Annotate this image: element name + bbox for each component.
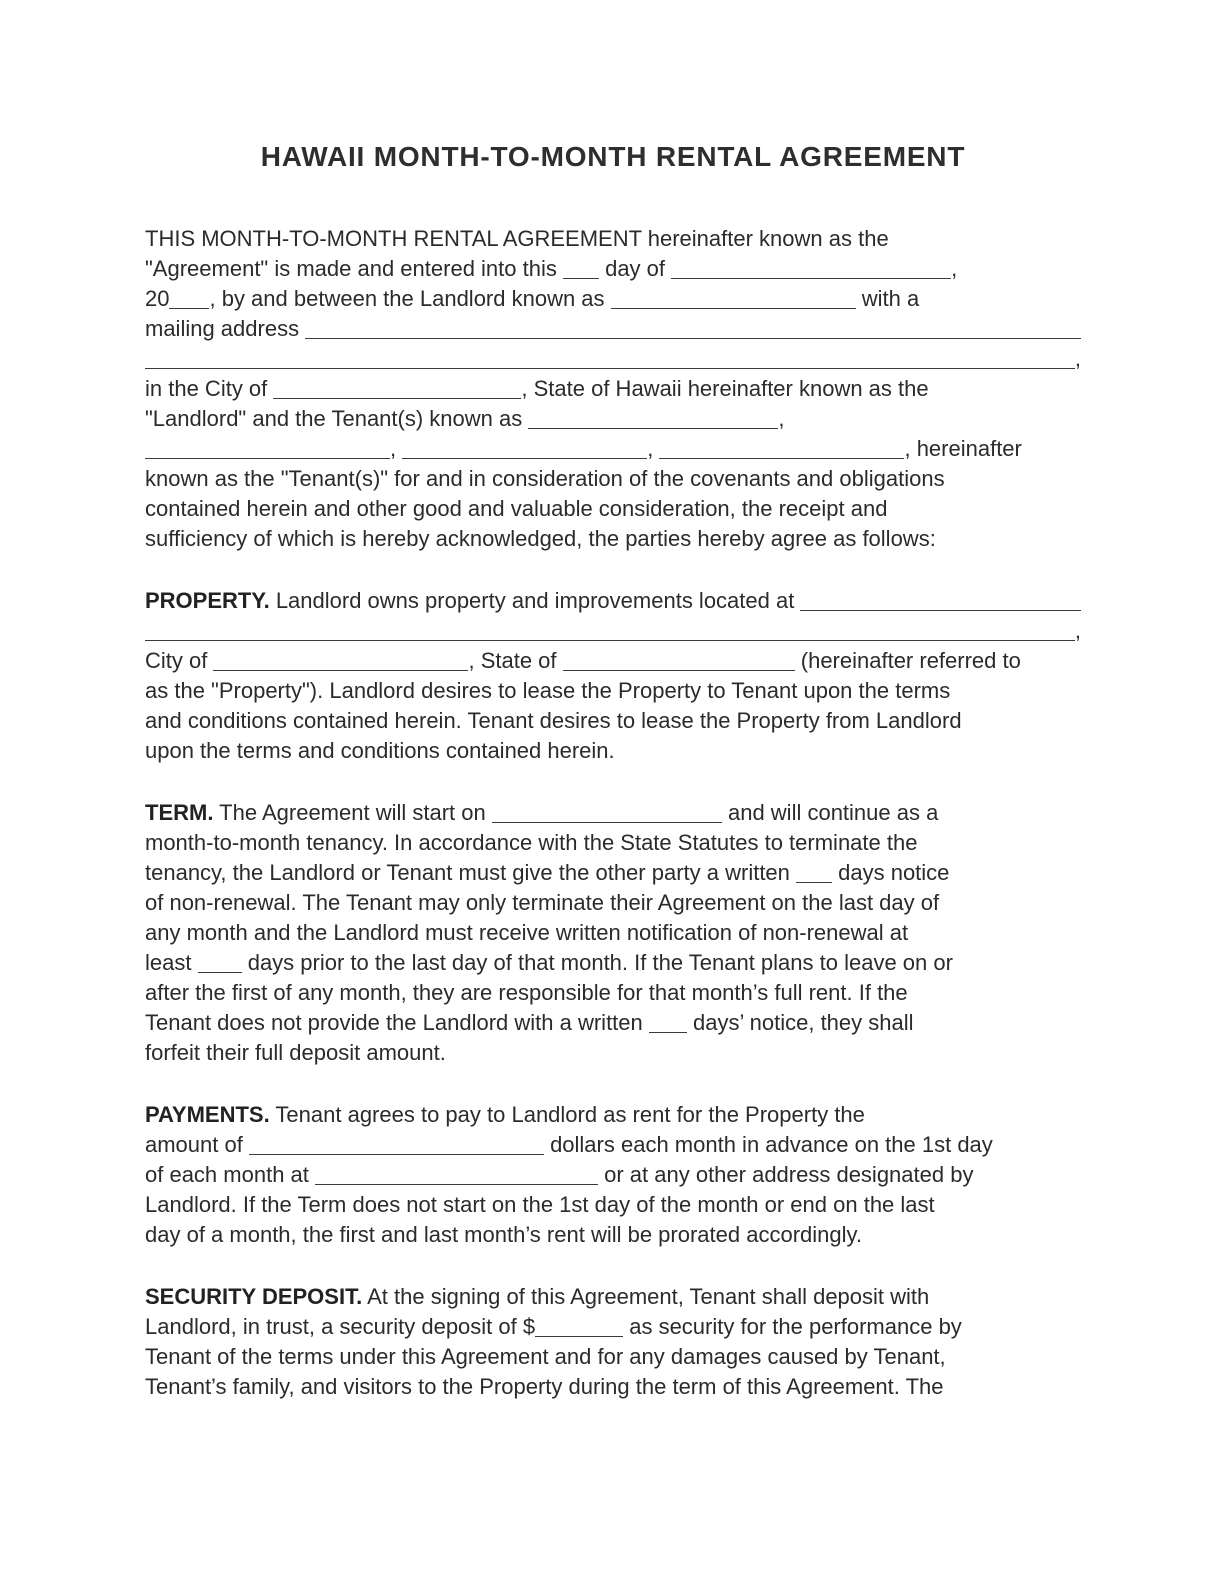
text-line — [145, 586, 1081, 616]
text-line — [145, 1282, 1081, 1312]
blank-field — [796, 882, 832, 883]
text-line — [145, 676, 1081, 706]
text-run: At the signing of this Agreement, Tenant shall deposit with — [362, 1284, 930, 1309]
text-run: , hereinafter — [904, 436, 1022, 461]
text-line — [145, 344, 1081, 374]
text-run: of each month at — [145, 1162, 315, 1187]
text-run: known as the "Tenant(s)" for and in consideration of the covenants and obligations — [145, 466, 945, 491]
text-run: (hereinafter referred to — [794, 648, 1021, 673]
text-run: as security for the performance by — [623, 1314, 962, 1339]
text-line — [145, 434, 1081, 464]
text-run: Tenant does not provide the Landlord with a written — [145, 1010, 649, 1035]
text-run: day of a month, the first and last month’s rent will be prorated accordingly. — [145, 1222, 862, 1247]
text-run: Tenant’s family, and visitors to the Property during the term of this Agreement. The — [145, 1374, 944, 1399]
text-line — [145, 736, 1081, 766]
text-line — [145, 1130, 1081, 1160]
blank-field — [611, 308, 856, 309]
blank-field — [169, 308, 209, 309]
text-line — [145, 1008, 1081, 1038]
text-run: THIS MONTH-TO-MONTH RENTAL AGREEMENT hereinafter known as the — [145, 226, 889, 251]
text-line — [145, 524, 1081, 554]
blank-field — [145, 640, 1075, 641]
text-line — [145, 1190, 1081, 1220]
text-run: Landlord, in trust, a security deposit of $ — [145, 1314, 536, 1339]
text-line — [145, 948, 1081, 978]
text-run: sufficiency of which is hereby acknowledged, the parties hereby agree as follows: — [145, 526, 936, 551]
text-run: Tenant of the terms under this Agreement and for any damages caused by Tenant, — [145, 1344, 946, 1369]
text-run: Tenant agrees to pay to Landlord as rent for the Property the — [269, 1102, 865, 1127]
text-run: amount of — [145, 1132, 249, 1157]
text-line — [145, 888, 1081, 918]
text-line — [145, 404, 1081, 434]
blank-field — [671, 278, 951, 279]
blank-field — [649, 1032, 687, 1033]
text-line — [145, 494, 1081, 524]
text-run: any month and the Landlord must receive written notification of non-renewal at — [145, 920, 909, 945]
text-run: "Agreement" is made and entered into this — [145, 256, 563, 281]
text-run: dollars each month in advance on the 1st day — [543, 1132, 993, 1157]
blank-field — [273, 398, 521, 399]
blank-field — [659, 458, 904, 459]
text-line — [145, 254, 1081, 284]
blank-field — [145, 368, 1075, 369]
property-section — [145, 586, 1081, 766]
text-line — [145, 284, 1081, 314]
text-line — [145, 978, 1081, 1008]
document-body — [145, 224, 1081, 1402]
text-run: "Landlord" and the Tenant(s) known as — [145, 406, 529, 431]
text-run: City of — [145, 648, 214, 673]
text-run: Landlord. If the Term does not start on the 1st day of the month or end on the last — [145, 1192, 935, 1217]
text-line — [145, 1220, 1081, 1250]
text-line — [145, 616, 1081, 646]
blank-field — [528, 428, 778, 429]
text-run: in the City of — [145, 376, 274, 401]
text-run: and will continue as a — [721, 800, 939, 825]
text-line — [145, 1342, 1081, 1372]
text-run: The Agreement will start on — [213, 800, 492, 825]
blank-field — [315, 1184, 598, 1185]
text-line — [145, 798, 1081, 828]
text-run: 20 — [145, 286, 170, 311]
document-title: HAWAII MONTH-TO-MONTH RENTAL AGREEMENT — [260, 141, 966, 172]
text-line — [145, 706, 1081, 736]
text-run: contained herein and other good and valuable consideration, the receipt and — [145, 496, 888, 521]
text-line — [145, 224, 1081, 254]
section-heading: PAYMENTS. — [145, 1102, 270, 1127]
text-run: , — [647, 436, 660, 461]
blank-field — [198, 972, 242, 973]
text-line — [145, 646, 1081, 676]
blank-field — [249, 1154, 544, 1155]
blank-field — [145, 458, 390, 459]
text-line — [145, 1312, 1081, 1342]
blank-field — [563, 670, 795, 671]
section-heading: SECURITY DEPOSIT. — [145, 1284, 363, 1309]
text-run: mailing address — [145, 316, 306, 341]
text-run: tenancy, the Landlord or Tenant must give the other party a written — [145, 860, 797, 885]
text-line — [145, 464, 1081, 494]
text-line — [145, 918, 1081, 948]
text-line — [145, 374, 1081, 404]
text-run: or at any other address designated by — [598, 1162, 974, 1187]
text-run: with a — [855, 286, 920, 311]
text-run: day of — [598, 256, 672, 281]
text-run: and conditions contained herein. Tenant desires to lease the Property from Landlord — [145, 708, 962, 733]
blank-field — [563, 278, 599, 279]
text-line — [145, 1160, 1081, 1190]
text-line — [145, 1372, 1081, 1402]
section-heading: TERM. — [145, 800, 214, 825]
text-run: , State of Hawaii hereinafter known as the — [521, 376, 929, 401]
text-run: forfeit their full deposit amount. — [145, 1040, 446, 1065]
text-run: , — [1074, 618, 1081, 643]
intro-paragraph — [145, 224, 1081, 554]
text-run: , — [390, 436, 403, 461]
text-line — [145, 858, 1081, 888]
text-line — [145, 828, 1081, 858]
text-run: , State of — [468, 648, 563, 673]
text-run: days notice — [832, 860, 950, 885]
text-run: upon the terms and conditions contained herein. — [145, 738, 615, 763]
term-section — [145, 798, 1081, 1068]
text-run: , — [778, 406, 785, 431]
security-deposit-section — [145, 1282, 1081, 1402]
payments-section — [145, 1100, 1081, 1250]
text-run: month-to-month tenancy. In accordance with the State Statutes to terminate the — [145, 830, 918, 855]
section-heading: PROPERTY. — [145, 588, 270, 613]
text-run: Landlord owns property and improvements located at — [269, 588, 801, 613]
blank-field — [492, 822, 722, 823]
text-run: , — [951, 256, 958, 281]
blank-field — [800, 610, 1081, 611]
blank-field — [305, 338, 1081, 339]
text-run: after the first of any month, they are responsible for that month’s full rent. If the — [145, 980, 908, 1005]
text-line — [145, 314, 1081, 344]
text-run: of non-renewal. The Tenant may only terminate their Agreement on the last day of — [145, 890, 940, 915]
text-line — [145, 1038, 1081, 1068]
blank-field — [213, 670, 468, 671]
text-run: days’ notice, they shall — [686, 1010, 914, 1035]
text-run: , by and between the Landlord known as — [209, 286, 611, 311]
text-run: least — [145, 950, 198, 975]
text-run: days prior to the last day of that month. If the Tenant plans to leave on or — [241, 950, 953, 975]
text-run: as the "Property"). Landlord desires to lease the Property to Tenant upon the terms — [145, 678, 951, 703]
blank-field — [535, 1336, 623, 1337]
text-line — [145, 1100, 1081, 1130]
text-run: , — [1074, 346, 1081, 371]
blank-field — [402, 458, 647, 459]
